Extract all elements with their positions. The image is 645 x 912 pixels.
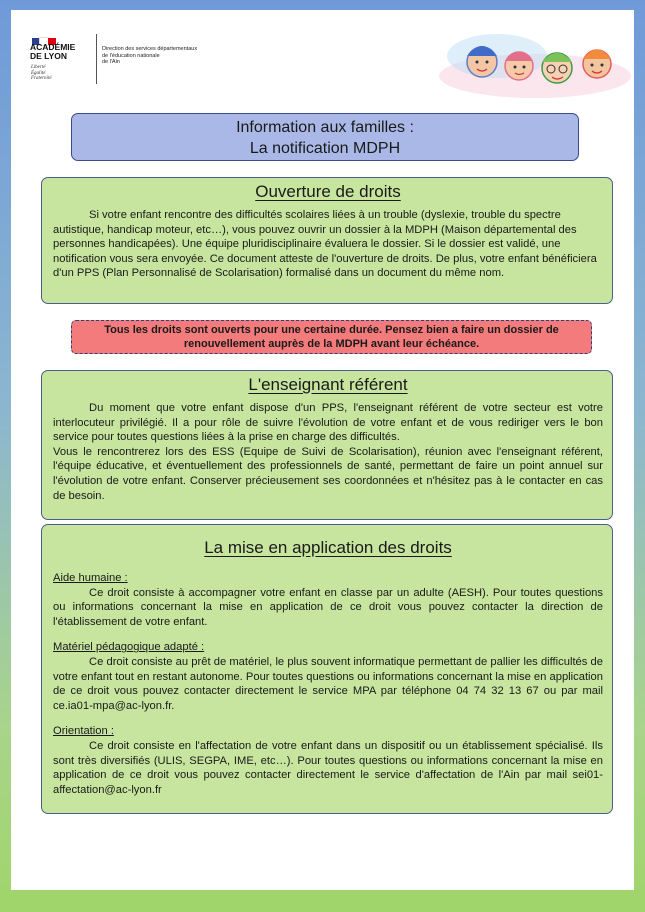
- logo-divider: [96, 34, 97, 84]
- dept-line-1: Direction des services départementaux: [102, 46, 198, 52]
- section-body: Si votre enfant rencontre des difficultés scolaires liées à un trouble (dyslexie, trouble du spectre autistique, handicap moteur, etc…), vous pouvez ouvrir un dossier à la MDPH (Maison départemental des personnes handicapées). Une équipe pluridisciplinaire évaluera le dossier. Si le dossier est validé, une notification vous sera envoyée. Ce document atteste de l'ouverture de droits. De plus, votre enfant bénéficiera d'un PPS (Plan Personnalisé de Scolarisation) formalisé dans un document du même nom.: [53, 209, 597, 280]
- dept-line-3: de l'Ain: [102, 59, 120, 65]
- logo-line-2: DE LYON: [30, 51, 68, 61]
- section-paragraph: Du moment que votre enfant dispose d'un PPS, l'enseignant référent de votre secteur est votre interlocuteur privilégié. Il a pour rôle de suivre l'évolution de votre enfant et de vous rediriger vers le bon service pour toutes questions liées à la prise en charge des difficultés.: [53, 402, 603, 444]
- children-illustration: [437, 26, 633, 98]
- document-title: [71, 113, 579, 161]
- title-line-1: Information aux familles :: [236, 119, 414, 136]
- department-name: [102, 46, 197, 66]
- section-mise-en-application: [41, 524, 613, 814]
- item-title-aide-humaine: Aide humaine :: [53, 572, 128, 584]
- republic-motto: [31, 65, 52, 82]
- renewal-alert: Tous les droits sont ouverts pour une certaine durée. Pensez bien a faire un dossier de renouvellement auprès de la MDPH avant leur échéance.: [71, 320, 592, 354]
- title-line-2: La notification MDPH: [249, 140, 401, 157]
- section-heading: Ouverture de droits: [255, 182, 401, 201]
- section-heading: La mise en application des droits: [204, 538, 452, 557]
- item-body-aide-humaine: Ce droit consiste à accompagner votre enfant en classe par un adulte (AESH). Pour toutes questions ou informations concernant la mise en application de ce droit vous pouvez contacter la direction de l'établissement de votre enfant.: [53, 586, 603, 628]
- item-title-materiel: Matériel pédagogique adapté :: [53, 641, 205, 654]
- dept-line-2: de l'éducation nationale: [102, 52, 160, 59]
- item-body-materiel: Ce droit consiste au prêt de matériel, le plus souvent informatique permettant de pallier les difficultés de votre enfant tout en restant autonome. Pour toutes questions ou informations concernant la mise en application de ce droit vous pouvez contacter directement le service MPA par téléphone 04 74 32 13 67 ou par mail ce.ia01-mpa@ac-lyon.fr.: [53, 655, 603, 712]
- academie-logo-text: [30, 43, 75, 61]
- item-title-orientation: Orientation :: [53, 725, 114, 738]
- section-enseignant-referent: [41, 370, 613, 520]
- section-paragraph: Vous le rencontrerez lors des ESS (Equipe de Suivi de Scolarisation), réunion avec l'enseignant référent, l'équipe éducative, et éventuellement des professionnels de santé, permettant de faire un point annuel sur l'évolution de votre enfant. Conserver précieusement ses coordonnées et n'hésitez pas à le contacter en cas de besoin.: [53, 445, 603, 502]
- item-body-orientation: Ce droit consiste en l'affectation de votre enfant dans un dispositif ou un établissement spécialisé. Ils sont très diversifiés (ULIS, SEGPA, IME, etc…). Pour toutes questions ou informations concernant la mise en application de ce droit vous pouvez contacter directement le service d'affectation de l'Ain par mail sei01-affectation@ac-lyon.fr: [53, 739, 603, 796]
- section-heading: L'enseignant référent: [248, 375, 408, 394]
- letterhead: [11, 10, 634, 102]
- motto-fraternite: Fraternité: [31, 76, 52, 81]
- motto-egalite: Égalité: [31, 70, 46, 76]
- motto-liberte: Liberté: [31, 65, 46, 70]
- french-flag-logo: [32, 32, 56, 39]
- document-page: [11, 10, 634, 890]
- section-ouverture-droits: [41, 177, 613, 304]
- logo-line-1: ACADÉMIE: [30, 42, 76, 52]
